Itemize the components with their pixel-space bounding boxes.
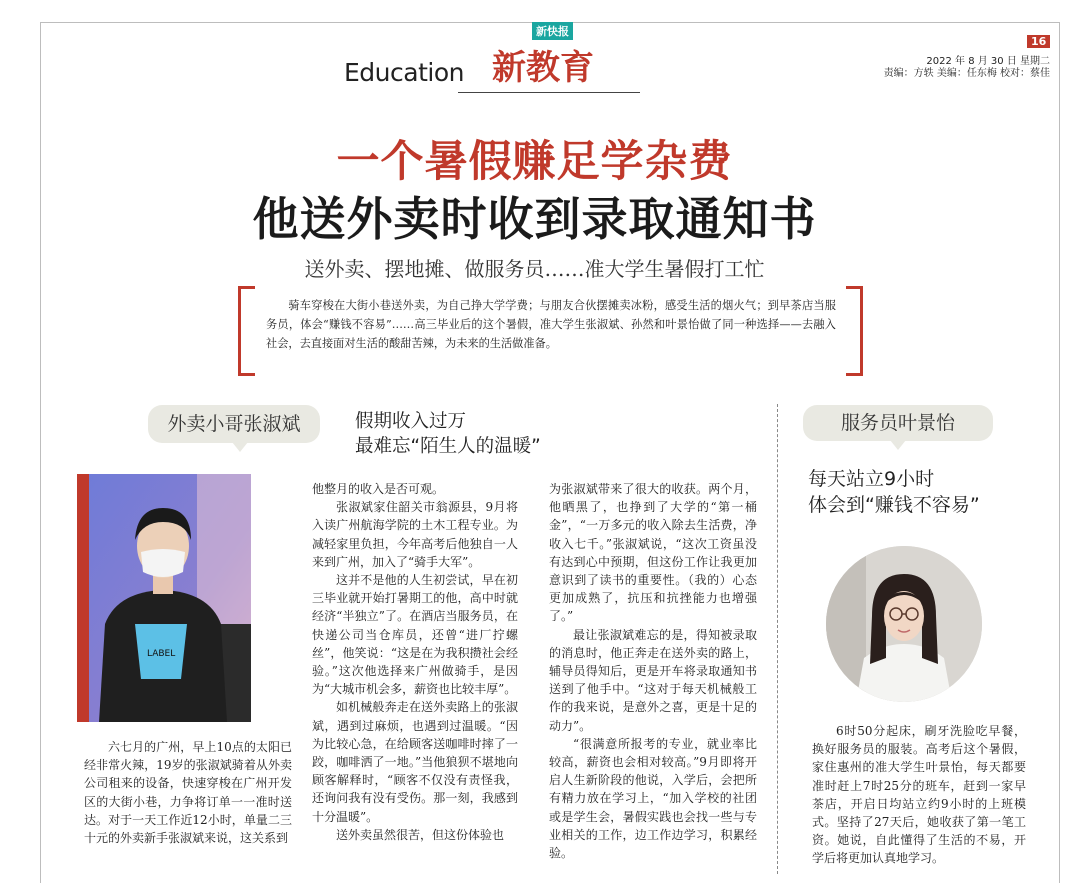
portrait-illustration	[826, 546, 982, 702]
right-heading-line-2: 体会到“赚钱不容易”	[808, 494, 980, 516]
headline-line-2: 他送外卖时收到录取通知书	[252, 192, 817, 246]
summary-bracket-right	[846, 286, 863, 376]
right-heading-line-1: 每天站立9小时	[808, 468, 935, 490]
headline-line-1: 一个暑假赚足学杂费	[336, 137, 733, 187]
svg-text:LABEL: LABEL	[147, 649, 176, 659]
article-summary: 骑车穿梭在大街小巷送外卖，为自己挣大学学费；与朋友合伙摆摊卖冰粉，感受生活的烟火气；到早茶店当服务员，体会“赚钱不容易”……高三毕业后的这个暑假，准大学生张淑斌、孙然和叶景怡做了同一种选择——去融入社会，去直接面对生活的酸甜苦辣，为未来的生活做准备。	[266, 299, 836, 350]
label-pointer	[232, 442, 248, 452]
photo-accent-bar	[77, 474, 89, 722]
right-story-column	[812, 722, 1026, 868]
editor-credits: 责编：方轶 美编：任东梅 校对：蔡佳	[883, 68, 1050, 79]
left-heading-line-1: 假期收入过万	[355, 411, 467, 432]
left-story-column-2	[312, 480, 518, 844]
label-pointer	[890, 440, 906, 450]
right-story-heading	[808, 466, 980, 518]
photo-waitress	[826, 546, 982, 702]
paragraph: 如机械般奔走在送外卖路上的张淑斌，遇到过麻烦，也遇到过温暖。“因为比较心急，在给顾客送咖啡时摔了一跤，咖啡洒了一地。”当他狼狈不堪地向顾客解释时，“顾客不仅没有责怪我，还询问我有没有受伤。那一刻，我感到十分温暖”。	[312, 700, 518, 824]
page-number-badge: 16	[1027, 35, 1050, 48]
portrait-illustration	[77, 474, 251, 722]
paragraph: “很满意所报考的专业，就业率比较高，薪资也会相对较高。”9月即将开启人生新阶段的他说，入学后，会把所有精力放在学习上，“加入学校的社团或是学生会，暑假实践也会找一些与专业相关的工作，边工作边学习，积累经验。	[549, 736, 757, 861]
section-title-english: Education	[344, 58, 464, 87]
photo-delivery-rider	[77, 474, 251, 722]
left-story-column-1	[84, 738, 292, 847]
paragraph: 最让张淑斌难忘的是，得知被录取的消息时，他正奔走在送外卖的路上，辅导员得知后，更是开车将录取通知书送到了他手中。“这对于每天机械般工作的我来说，是意外之喜，更是十足的动力”。	[549, 627, 757, 733]
column-divider	[777, 404, 778, 874]
left-heading-line-2: 最难忘“陌生人的温暖”	[355, 436, 541, 457]
paragraph: 六七月的广州，早上10点的太阳已经非常火辣，19岁的张淑斌骑着从外卖公司租来的设备，快速穿梭在广州开发区的大街小巷，力争将订单一一准时送达。对于一天工作近12小时，单量二三十元的外卖新手张淑斌来说，这关系到	[84, 740, 292, 846]
paragraph: 张淑斌家住韶关市翁源县，9月将入读广州航海学院的土木工程专业。为减轻家里负担，今年高考后他独自一人来到广州，加入了“骑手大军”。	[312, 500, 518, 569]
subheadline: 送外卖、摆地摊、做服务员……准大学生暑假打工忙	[304, 257, 765, 281]
section-underline	[458, 92, 640, 93]
newspaper-brand-tag: 新快报	[532, 22, 573, 40]
paragraph-continued: 他整月的收入是否可观。	[312, 482, 445, 496]
paragraph: 6时50分起床，刷牙洗脸吃早餐，换好服务员的服装。高考后这个暑假，家住惠州的准大学生叶景怡，每天都要准时赶上7时25分的班车，赶到一家早茶店，开启日均站立约9小时的上班模式。坚持了27天后，她收获了第一笔工资。她说，自此懂得了生活的不易，开学后将更加认真地学习。	[812, 724, 1026, 866]
story-label-waitress: 服务员叶景怡	[803, 405, 993, 441]
summary-bracket-left	[238, 286, 255, 376]
paragraph: 送外卖虽然很苦，但这份体验也	[336, 827, 505, 842]
paragraph: 这并不是他的人生初尝试，早在初三毕业就开始打暑期工的他，高中时就经济“半独立”了。在酒店当服务员，在快递公司当仓库员，还曾“进厂拧螺丝”，他笑说：“这是在为我积攒社会经验。”这次他选择来广州做骑手，是因为“大城市机会多，薪资也比较丰厚”。	[312, 573, 518, 697]
issue-date: 2022 年 8 月 30 日 星期二	[926, 56, 1050, 67]
section-title-chinese: 新教育	[492, 48, 594, 88]
story-label-delivery-rider: 外卖小哥张淑斌	[148, 405, 320, 443]
paragraph-continued: 为张淑斌带来了很大的收获。两个月，他晒黑了，也挣到了大学的“第一桶金”，“一万多元的收入除去生活费，净收入七千。”张淑斌说，“这次工资虽没有达到心中预期，但这份工作让我更加意识到了读书的重要性。（我的）心态更加成熟了，抗压和抗挫能力也增强了。”	[549, 482, 757, 624]
left-story-column-3	[549, 480, 757, 862]
left-story-heading	[355, 409, 541, 459]
